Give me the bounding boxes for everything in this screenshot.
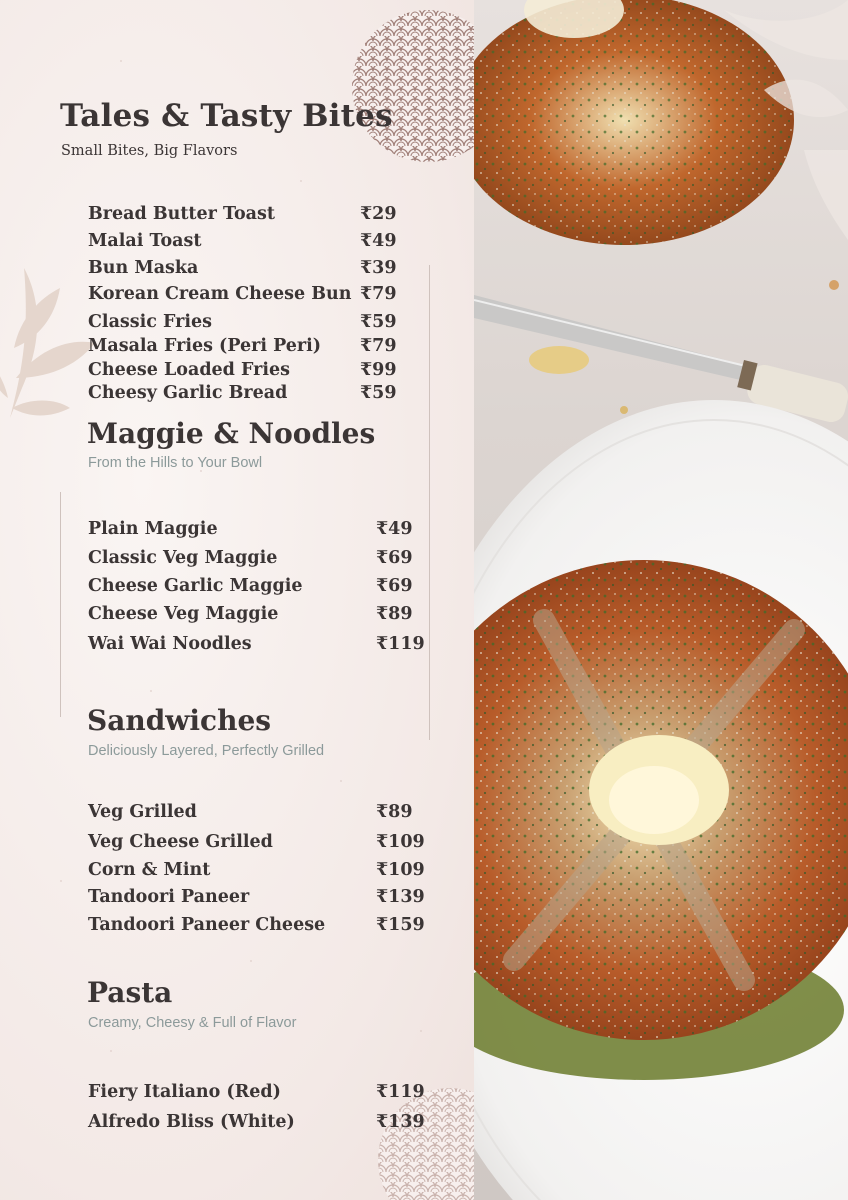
- menu-item-name: Masala Fries (Peri Peri): [88, 336, 322, 356]
- menu-item: [88, 519, 428, 543]
- menu-item: [88, 383, 428, 407]
- page-subtitle: Small Bites, Big Flavors: [61, 143, 238, 159]
- menu-item: [88, 231, 428, 255]
- menu-item: [88, 204, 428, 228]
- section-title-sandwiches: Sandwiches: [87, 704, 272, 737]
- menu-item-name: Cheese Garlic Maggie: [88, 576, 303, 596]
- menu-item-name: Classic Fries: [88, 312, 212, 332]
- menu-item: [88, 832, 428, 856]
- menu-item-price: ₹39: [360, 258, 397, 278]
- menu-item-name: Cheese Loaded Fries: [88, 360, 290, 380]
- menu-item-price: ₹99: [360, 360, 397, 380]
- menu-item-price: ₹139: [376, 887, 425, 907]
- divider-line-left: [60, 492, 61, 717]
- page-title: Tales & Tasty Bites: [60, 98, 393, 134]
- menu-item-price: ₹89: [376, 604, 413, 624]
- menu-item-price: ₹49: [376, 519, 413, 539]
- menu-item-price: ₹119: [376, 1082, 425, 1102]
- menu-item-price: ₹79: [360, 336, 397, 356]
- menu-item-price: ₹159: [376, 915, 425, 935]
- menu-item-name: Korean Cream Cheese Bun: [88, 284, 352, 304]
- section-subtitle-maggie: From the Hills to Your Bowl: [88, 455, 263, 471]
- menu-item-name: Cheesy Garlic Bread: [88, 383, 288, 403]
- menu-item-name: Corn & Mint: [88, 860, 211, 880]
- menu-item-name: Fiery Italiano (Red): [88, 1082, 281, 1102]
- menu-item-price: ₹59: [360, 383, 397, 403]
- menu-item: [88, 1082, 428, 1106]
- menu-item-price: ₹109: [376, 860, 425, 880]
- menu-item-price: ₹69: [376, 548, 413, 568]
- section-title-pasta: Pasta: [87, 976, 173, 1009]
- menu-item-price: ₹59: [360, 312, 397, 332]
- menu-item: [88, 604, 428, 628]
- section-subtitle-pasta: Creamy, Cheesy & Full of Flavor: [88, 1015, 297, 1031]
- menu-item-price: ₹119: [376, 634, 425, 654]
- menu-item: [88, 548, 428, 572]
- menu-item-name: Veg Cheese Grilled: [88, 832, 273, 852]
- menu-item: [88, 634, 428, 658]
- menu-item-name: Veg Grilled: [88, 802, 197, 822]
- menu-item-name: Tandoori Paneer: [88, 887, 250, 907]
- section-title-maggie: Maggie & Noodles: [87, 417, 376, 450]
- menu-item-price: ₹79: [360, 284, 397, 304]
- divider-line-right: [429, 265, 430, 740]
- menu-item-price: ₹29: [360, 204, 397, 224]
- menu-item-name: Malai Toast: [88, 231, 202, 251]
- menu-item-price: ₹69: [376, 576, 413, 596]
- menu-item: [88, 284, 428, 308]
- menu-item-name: Alfredo Bliss (White): [88, 1112, 295, 1132]
- menu-item: [88, 576, 428, 600]
- menu-item-name: Classic Veg Maggie: [88, 548, 278, 568]
- menu-item-name: Plain Maggie: [88, 519, 218, 539]
- menu-item: [88, 887, 428, 911]
- menu-item: [88, 258, 428, 282]
- menu-item-name: Bun Maska: [88, 258, 199, 278]
- menu-item: [88, 360, 428, 384]
- food-photo: [474, 0, 848, 1200]
- menu-item-name: Wai Wai Noodles: [88, 634, 252, 654]
- leaf-decoration-icon: [0, 258, 100, 428]
- menu-item-price: ₹49: [360, 231, 397, 251]
- section-subtitle-sandwiches: Deliciously Layered, Perfectly Grilled: [88, 743, 325, 759]
- menu-item: [88, 915, 428, 939]
- menu-item-price: ₹109: [376, 832, 425, 852]
- menu-item-price: ₹89: [376, 802, 413, 822]
- menu-item-name: Cheese Veg Maggie: [88, 604, 279, 624]
- menu-item-price: ₹139: [376, 1112, 425, 1132]
- menu-item: [88, 802, 428, 826]
- menu-item: [88, 336, 428, 360]
- menu-item: [88, 860, 428, 884]
- garlic-cheese-bun-photo: [474, 0, 848, 1200]
- menu-item: [88, 1112, 428, 1136]
- menu-item-name: Tandoori Paneer Cheese: [88, 915, 326, 935]
- menu-item-name: Bread Butter Toast: [88, 204, 275, 224]
- menu-item: [88, 312, 428, 336]
